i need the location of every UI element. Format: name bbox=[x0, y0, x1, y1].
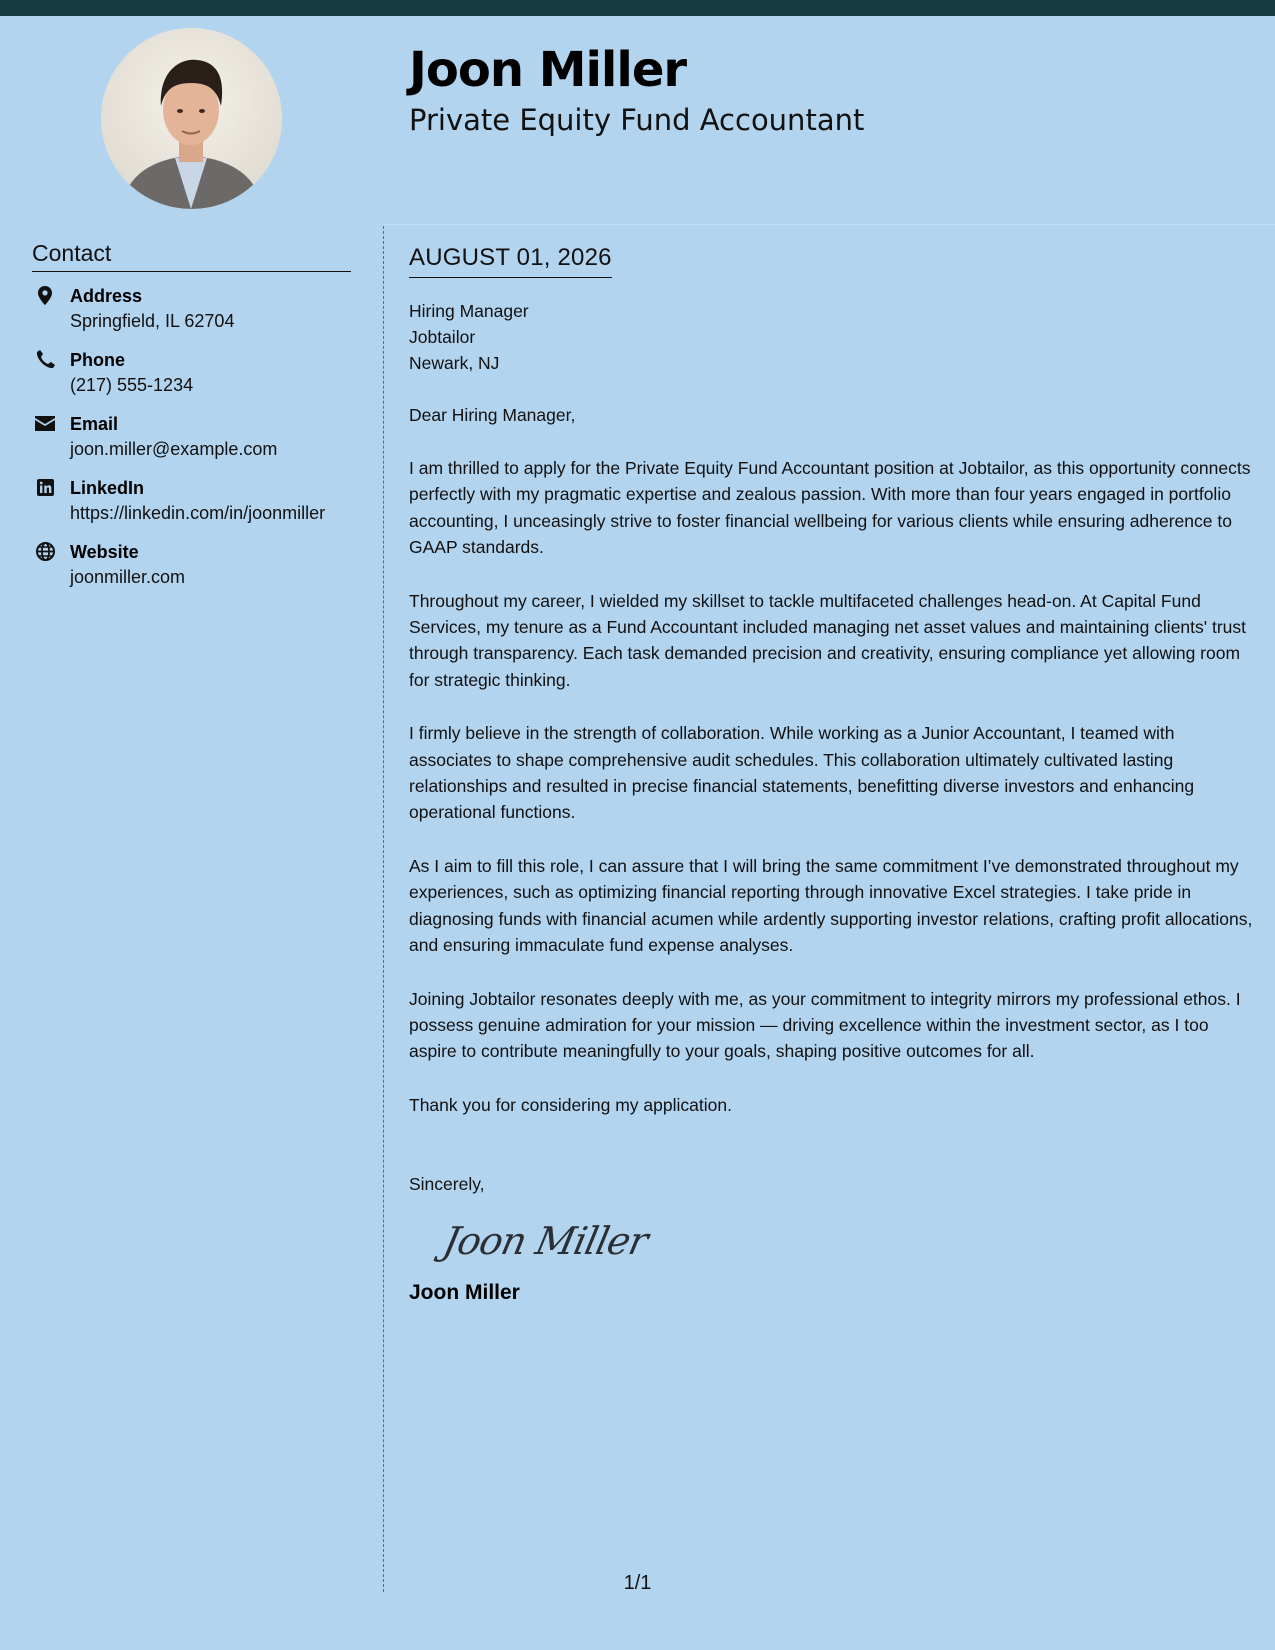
paragraph: Thank you for considering my application. bbox=[409, 1094, 732, 1115]
globe-icon bbox=[34, 540, 56, 562]
signer-name: Joon Miller bbox=[409, 1281, 520, 1305]
linkedin-value[interactable]: https://linkedin.com/in/joonmiller bbox=[70, 503, 326, 523]
profile-photo bbox=[101, 28, 282, 209]
phone-label: Phone bbox=[70, 350, 126, 370]
header-divider bbox=[383, 224, 1275, 225]
contact-item-address bbox=[32, 284, 351, 334]
job-title: Private Equity Fund Accountant bbox=[409, 103, 865, 137]
letter-body bbox=[409, 244, 1254, 1305]
recipient-line: Newark, NJ bbox=[409, 353, 500, 373]
closing: Sincerely, bbox=[409, 1174, 485, 1195]
recipient-line: Jobtailor bbox=[409, 327, 476, 347]
website-label: Website bbox=[70, 542, 139, 562]
website-value[interactable]: joonmiller.com bbox=[70, 567, 186, 587]
paragraph: Joining Jobtailor resonates deeply with me, as your commitment to integrity mirrors my professional ethos. I possess genuine admiration for your mission — driving excellence within the investment sector, as I too aspire to contribute meaningfully to your goals, shaping positive outcomes for all. bbox=[409, 988, 1241, 1062]
linkedin-icon bbox=[34, 476, 56, 498]
recipient-line: Hiring Manager bbox=[409, 301, 529, 321]
linkedin-label: LinkedIn bbox=[70, 478, 145, 498]
letter-date: AUGUST 01, 2026 bbox=[409, 244, 612, 278]
contact-heading: Contact bbox=[32, 240, 351, 272]
paragraph: I am thrilled to apply for the Private Equity Fund Accountant position at Jobtailor, as this opportunity connects perfectly with my pragmatic expertise and zealous passion. With more than four years engaged in portfolio accounting, I unceasingly strive to foster financial wellbeing for various clients while ensuring adherence to GAAP standards. bbox=[409, 458, 1251, 558]
contact-item-website bbox=[32, 540, 351, 590]
address-value: Springfield, IL 62704 bbox=[70, 311, 235, 331]
paragraph: I firmly believe in the strength of collaboration. While working as a Junior Accountant, I teamed with associates to shape comprehensive audit schedules. This collaboration ultimately cultivated lasting relationships and resulted in precise financial statements, benefitting diverse investors and enhancing operational functions. bbox=[409, 723, 1195, 823]
salutation: Dear Hiring Manager, bbox=[409, 405, 576, 425]
recipient-block bbox=[409, 298, 1254, 376]
contact-item-phone bbox=[32, 348, 351, 398]
paragraph: Throughout my career, I wielded my skillset to tackle multifaceted challenges head-on. At Capital Fund Services, my tenure as a Fund Accountant included managing net asset values and maintaining clients' trust through transparency. Each task demanded precision and creativity, ensuring compliance yet allowing room for strategic thinking. bbox=[409, 590, 1247, 690]
contact-item-email bbox=[32, 412, 351, 462]
envelope-icon bbox=[34, 412, 56, 434]
email-label: Email bbox=[70, 414, 119, 434]
signature: Joon Miller bbox=[439, 1219, 652, 1264]
paragraph: As I aim to fill this role, I can assure that I will bring the same commitment I’ve demonstrated throughout my experiences, such as optimizing financial reporting through innovative Excel strategies. I take pride in diagnosing funds with financial acumen while ardently supporting investor relations, crafting profit allocations, and ensuring immaculate fund expense analyses. bbox=[409, 855, 1253, 956]
address-label: Address bbox=[70, 286, 143, 306]
email-value[interactable]: joon.miller@example.com bbox=[70, 439, 278, 459]
applicant-name: Joon Miller bbox=[409, 42, 687, 98]
phone-icon bbox=[34, 348, 56, 370]
map-pin-icon bbox=[34, 284, 56, 306]
column-divider bbox=[383, 226, 384, 1592]
top-bar bbox=[0, 0, 1275, 16]
contact-item-linkedin bbox=[32, 476, 351, 526]
phone-value: (217) 555-1234 bbox=[70, 375, 194, 395]
page-number: 1/1 bbox=[623, 1572, 652, 1594]
contact-sidebar bbox=[32, 240, 351, 604]
